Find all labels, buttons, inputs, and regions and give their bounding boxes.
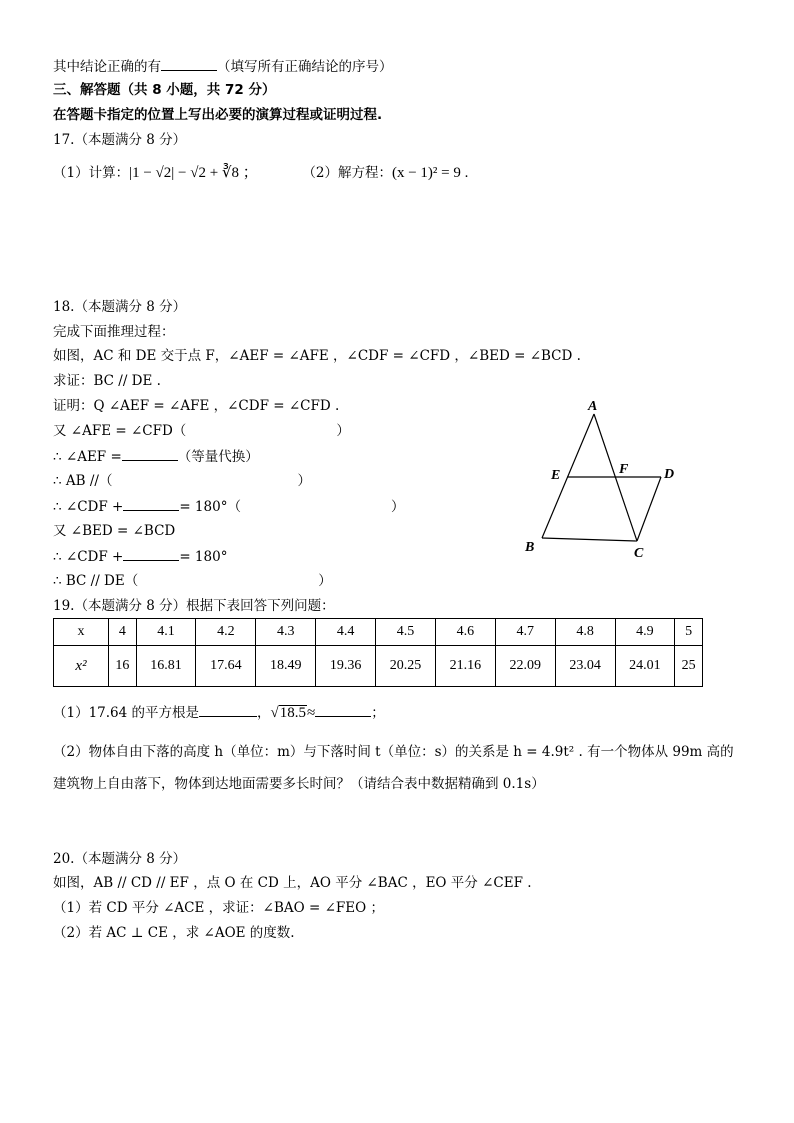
- table-cell: 4.5: [376, 619, 436, 646]
- q18-step7-end: = 180°: [179, 549, 228, 565]
- q19-header: 19.（本题满分 8 分）根据下表回答下列问题：: [53, 598, 335, 614]
- q19-radicand: 18.5: [279, 705, 307, 721]
- q19-part2-line2: 建筑物上自由落下，物体到达地面需要多长时间？（请结合表中数据精确到 0.1s）: [53, 776, 545, 792]
- q18-intro: 完成下面推理过程：: [53, 324, 175, 340]
- q20-given: 如图，AB // CD // EF ，点 O 在 CD 上，AO 平分 ∠BAC ，EO 平分 ∠CEF .: [53, 875, 532, 891]
- q18-step6: 又 ∠BED = ∠BCD: [53, 523, 176, 539]
- q18-step3-reason: （等量代换）: [177, 449, 259, 465]
- table-cell: 4.1: [136, 619, 196, 646]
- label-E: E: [551, 468, 561, 483]
- table-head-cell: x²: [54, 646, 109, 687]
- answer-blank[interactable]: [315, 703, 371, 717]
- table-cell: 4.4: [316, 619, 376, 646]
- table-cell: 25: [675, 646, 703, 687]
- label-A: A: [588, 399, 598, 414]
- table-cell: 19.36: [316, 646, 376, 687]
- table-cell: 4: [109, 619, 137, 646]
- q17-part1-expression: |1 − √2| − √2 + ∛8 ；: [129, 165, 258, 181]
- table-cell: 20.25: [376, 646, 436, 687]
- table-cell: 24.01: [615, 646, 675, 687]
- q18-step7-text: ∴ ∠CDF +: [53, 549, 124, 565]
- q19-part2-line1: （2）物体自由下落的高度 h（单位：m）与下落时间 t（单位：s）的关系是 h = 4.9t² . 有一个物体从 99m 高的: [53, 744, 734, 760]
- answer-blank[interactable]: [161, 57, 217, 71]
- q17-part1-label: （1）计算：: [53, 165, 130, 181]
- segment-BC: [542, 538, 637, 541]
- q19-part1-text: （1）17.64 的平方根是: [53, 705, 200, 721]
- table-cell: 5: [675, 619, 703, 646]
- table-cell: 4.7: [495, 619, 555, 646]
- table-cell: 16.81: [136, 646, 196, 687]
- section-title: 三、解答题（共 8 小题，共 72 分）: [53, 82, 276, 98]
- q18-step5-text: ∴ ∠CDF +: [53, 499, 124, 515]
- answer-blank[interactable]: [199, 703, 257, 717]
- table-cell: 17.64: [196, 646, 256, 687]
- answer-blank[interactable]: [123, 547, 179, 561]
- label-C: C: [634, 546, 644, 561]
- q17-header: 17.（本题满分 8 分）: [53, 132, 187, 148]
- table-cell: 4.6: [435, 619, 495, 646]
- geometry-figure: [515, 396, 685, 566]
- q18-given: 如图，AC 和 DE 交于点 F，∠AEF = ∠AFE ，∠CDF = ∠CFD ，∠BED = ∠BCD .: [53, 348, 581, 364]
- q18-step2: [53, 422, 350, 440]
- table-cell: 16: [109, 646, 137, 687]
- conclusion-note: （填写所有正确结论的序号）: [217, 59, 393, 75]
- table-cell: 4.2: [196, 619, 256, 646]
- q19-part1-end: ；: [371, 705, 385, 721]
- table-cell: 4.8: [555, 619, 615, 646]
- segment-DC: [637, 477, 661, 541]
- label-D: D: [664, 467, 675, 482]
- q19-part1: （1）17.64 的平方根是 ，√18.5≈ ；: [53, 705, 385, 721]
- q18-step3-text: ∴ ∠AEF =: [53, 449, 122, 465]
- q18-step8-close: ）: [318, 573, 332, 589]
- q20-part2: （2）若 AC ⊥ CE ，求 ∠AOE 的度数.: [53, 925, 295, 941]
- q18-step4: [53, 472, 311, 490]
- table-head-cell: x: [54, 619, 109, 646]
- q18-step5-close: ）: [390, 499, 405, 515]
- q20-header: 20.（本题满分 8 分）: [53, 851, 187, 867]
- answer-blank[interactable]: [123, 497, 179, 511]
- segment-AB: [542, 414, 594, 538]
- q18-header: 18.（本题满分 8 分）: [53, 299, 187, 315]
- q18-step5: [53, 497, 404, 516]
- label-B: B: [525, 540, 535, 555]
- table-cell: 21.16: [435, 646, 495, 687]
- section-instruction: 在答题卡指定的位置上写出必要的演算过程或证明过程.: [53, 107, 383, 123]
- q17-parts: [53, 164, 468, 182]
- q18-step2-close: ）: [336, 423, 350, 439]
- table-row: [54, 619, 703, 646]
- q18-step4-text: ∴ AB //（: [53, 473, 113, 489]
- q18-step3: [53, 447, 259, 466]
- q18-step5-mid: = 180°（: [179, 499, 241, 515]
- q20-part1: （1）若 CD 平分 ∠ACE ，求证：∠BAO = ∠FEO ；: [53, 900, 384, 916]
- q19-approx-sign: ≈: [307, 705, 316, 721]
- table-row: [54, 646, 703, 687]
- q18-step4-close: ）: [297, 473, 311, 489]
- q18-step7: [53, 547, 227, 566]
- q18-prove: 求证：BC // DE .: [53, 373, 161, 389]
- table-cell: 23.04: [555, 646, 615, 687]
- q17-part2-label: （2）解方程：: [302, 165, 392, 181]
- q18-step2-text: 又 ∠AFE = ∠CFD（: [53, 423, 187, 439]
- table-cell: 4.3: [256, 619, 316, 646]
- table-cell: 4.9: [615, 619, 675, 646]
- answer-blank[interactable]: [122, 447, 178, 461]
- line-conclusion: [53, 57, 393, 76]
- conclusion-text: 其中结论正确的有: [53, 59, 161, 75]
- q18-step8: [53, 572, 332, 590]
- q17-part2-expression: (x − 1)² = 9 .: [391, 165, 469, 181]
- table-cell: 22.09: [495, 646, 555, 687]
- label-F: F: [619, 462, 629, 477]
- square-table: [53, 618, 703, 687]
- q18-step1: 证明：Q ∠AEF = ∠AFE ，∠CDF = ∠CFD .: [53, 398, 340, 414]
- q18-step8-text: ∴ BC // DE（: [53, 573, 139, 589]
- table-cell: 18.49: [256, 646, 316, 687]
